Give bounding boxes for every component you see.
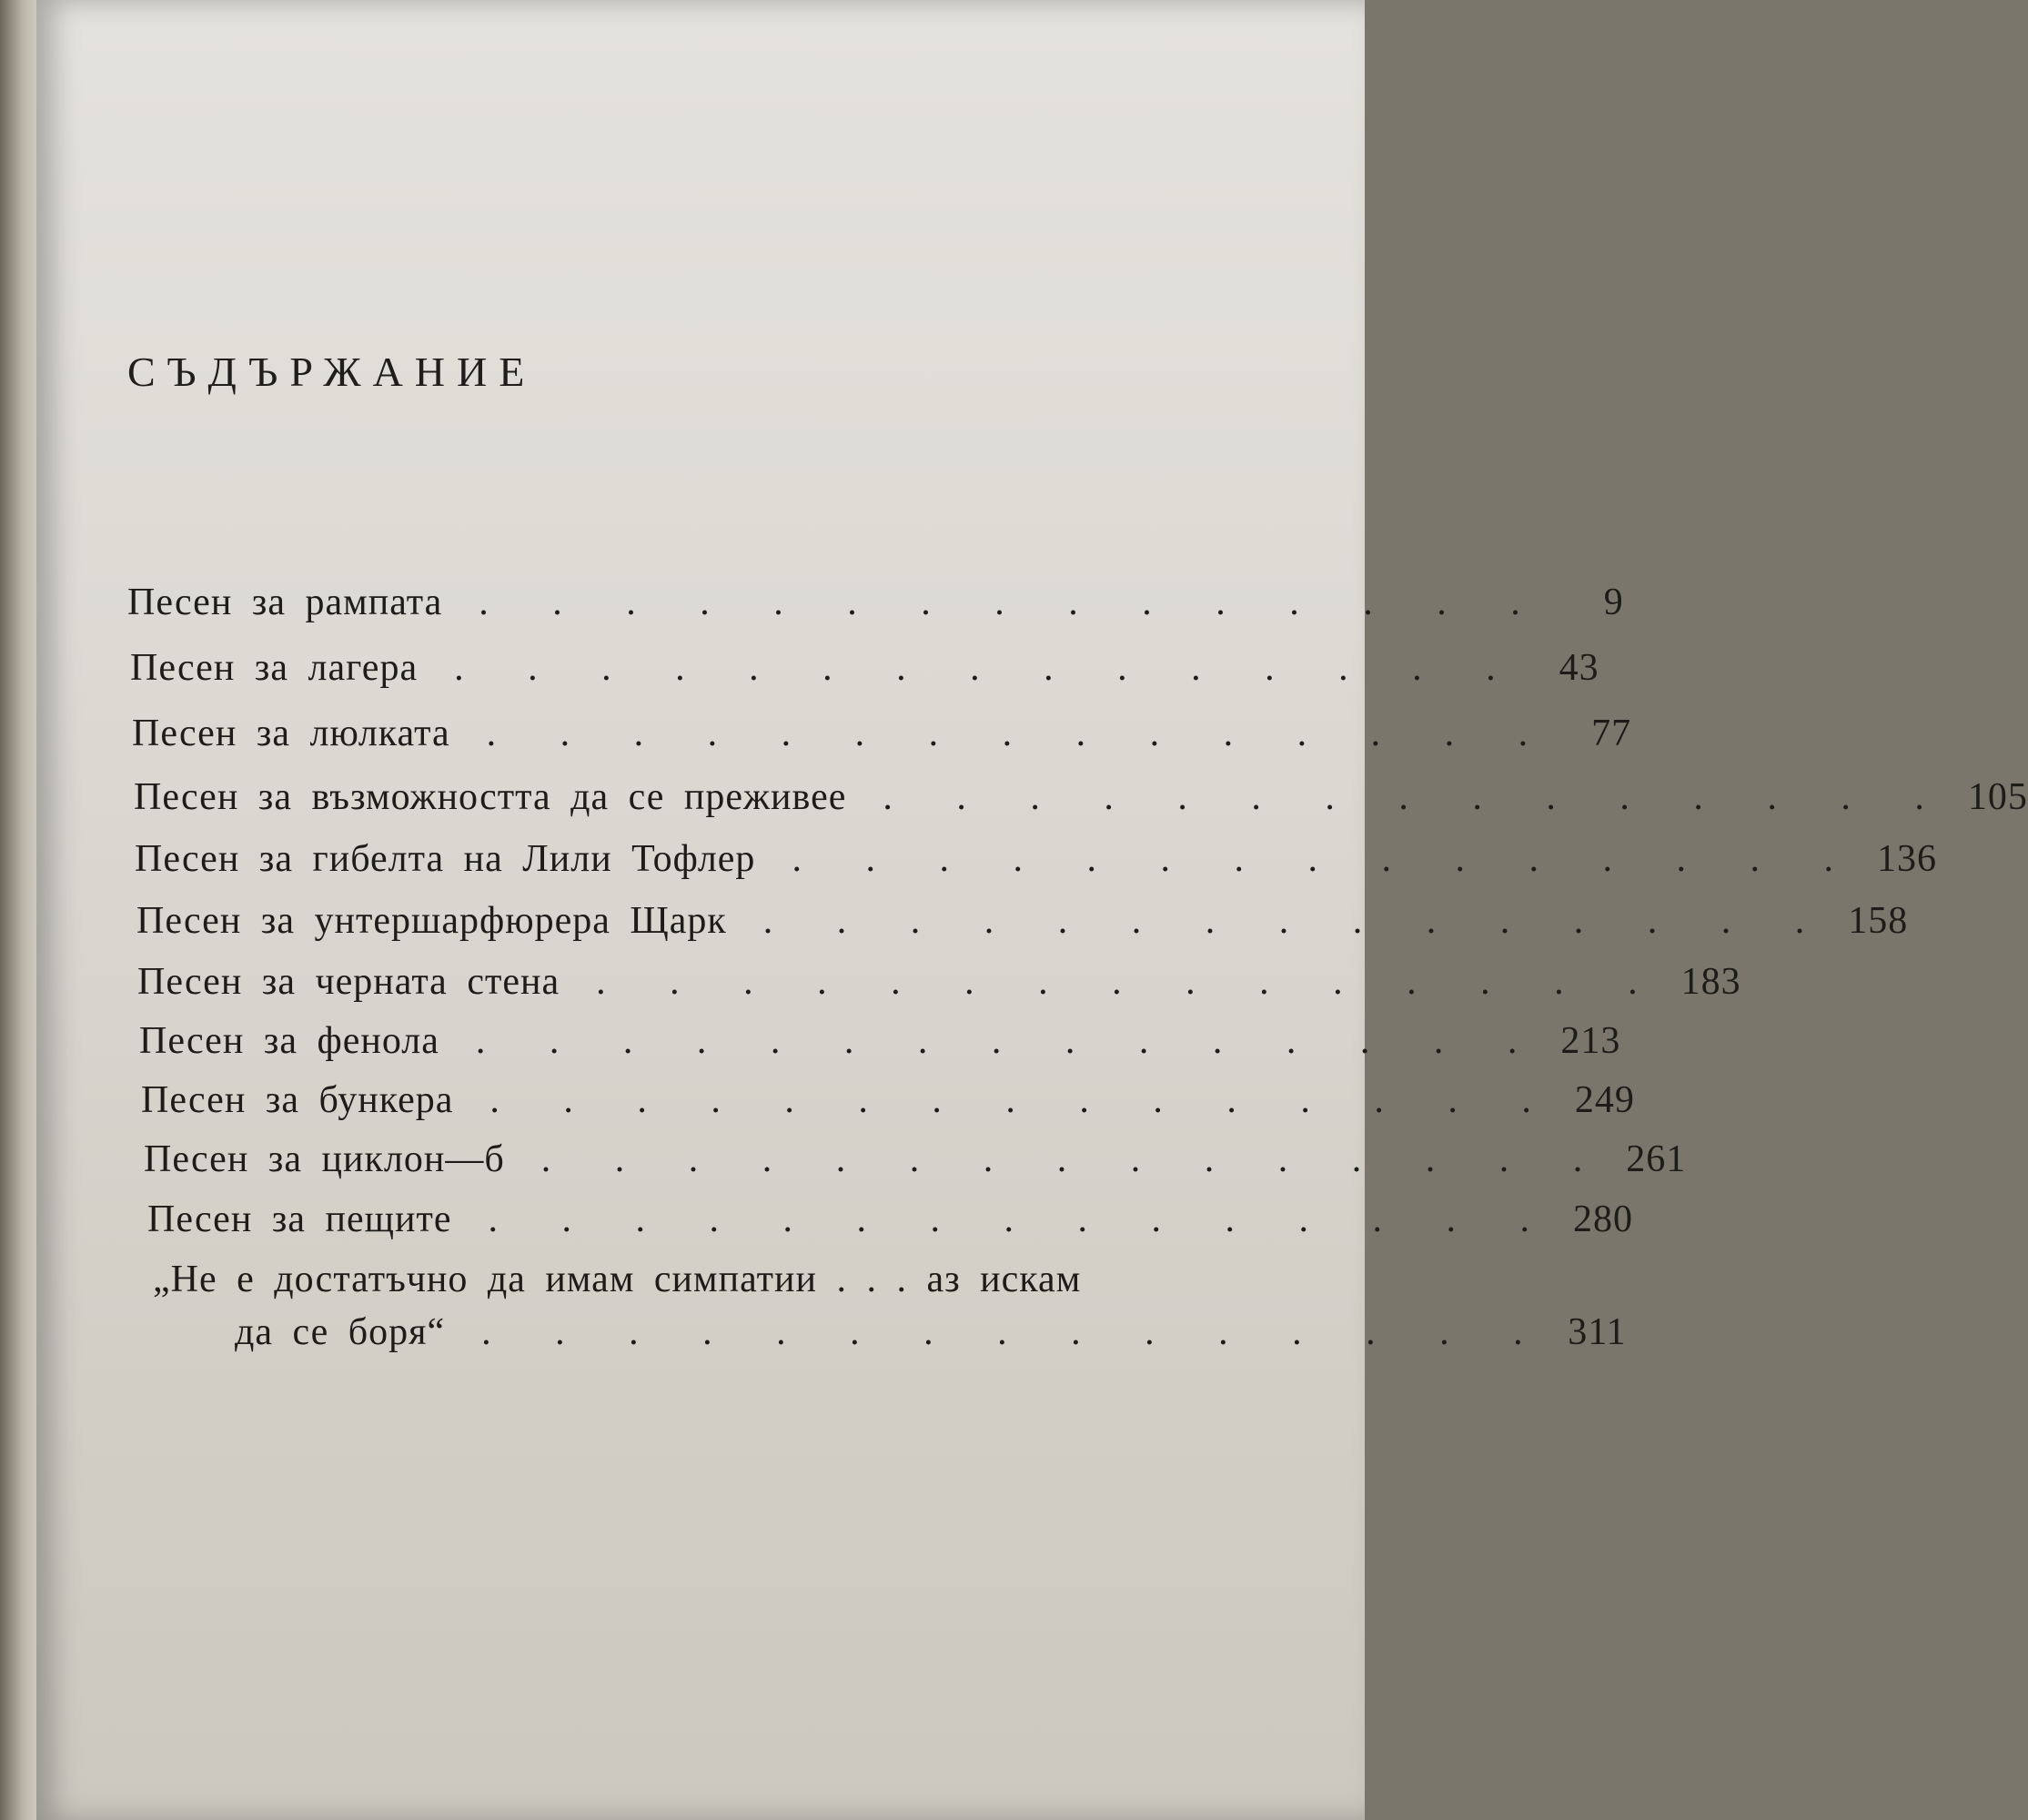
toc-entry — [144, 1138, 1687, 1181]
leader-dots: . . . . . . . . . . . . . . . — [792, 838, 1861, 880]
toc-entry-page: 213 — [1560, 1020, 1621, 1062]
toc-entry-title: Песен за пещите — [147, 1198, 452, 1240]
toc-entry-title: Песен за черната стена — [137, 961, 560, 1003]
toc-entry — [136, 899, 1909, 943]
toc-entry-page: 158 — [1848, 900, 1909, 942]
toc-entry-title: Песен за гибелта на Лили Тофлер — [135, 838, 756, 880]
toc-entry-page: 136 — [1876, 838, 1937, 880]
toc-entry-page: 249 — [1574, 1079, 1635, 1121]
toc-entry-page: 105 — [1967, 776, 2028, 818]
toc-entry — [134, 775, 2028, 819]
leader-dots: . . . . . . . . . . . . . . . — [540, 1138, 1610, 1180]
leader-dots: . . . . . . . . . . . . . . . — [454, 647, 1523, 689]
toc-entry-page: 261 — [1626, 1138, 1687, 1180]
toc-entry-title-line2: да се боря“ — [235, 1311, 446, 1353]
toc-entry-title: Песен за люлката — [132, 713, 450, 754]
leader-dots: . . . . . . . . . . . . . . . — [883, 776, 1952, 818]
leader-dots: . . . . . . . . . . . . . . . — [475, 1020, 1545, 1062]
toc-entry — [139, 1019, 1621, 1063]
toc-entry-page: 183 — [1680, 961, 1741, 1003]
toc-entry-title-line1: „Не е достатъчно да имам симпатии . . . аз искам — [153, 1259, 1082, 1300]
leader-dots: . . . . . . . . . . . . . . . — [762, 900, 1832, 942]
toc-entry-page: 9 — [1603, 581, 1624, 623]
toc-entry-title: Песен за бункера — [141, 1079, 454, 1121]
toc-entry — [141, 1078, 1635, 1122]
toc-entry-page: 311 — [1568, 1311, 1627, 1353]
leader-dots: . . . . . . . . . . . . . . . — [596, 961, 1665, 1003]
leader-dots: . . . . . . . . . . . . . . . — [479, 581, 1548, 623]
leader-dots: . . . . . . . . . . . . . . . — [489, 1079, 1559, 1121]
toc-entry-title: Песен за рампата — [127, 581, 443, 623]
leader-dots: . . . . . . . . . . . . . . . — [486, 713, 1556, 754]
toc-entry — [135, 837, 1937, 881]
toc-heading: СЪДЪРЖАНИЕ — [127, 349, 537, 395]
toc-entry-title: Песен за възможността да се преживее — [134, 776, 847, 818]
toc-entry — [130, 646, 1599, 690]
toc-entry-title: Песен за унтершарфюрера Щарк — [136, 900, 727, 942]
toc-entry-line2 — [153, 1310, 1627, 1354]
leader-dots: . . . . . . . . . . . . . . . — [481, 1311, 1550, 1353]
toc-entry — [153, 1258, 1627, 1354]
toc-entry — [137, 960, 1741, 1004]
leader-dots: . . . . . . . . . . . . . . . — [488, 1198, 1557, 1240]
toc-entry-page: 77 — [1591, 713, 1632, 754]
toc-entry-page: 43 — [1559, 647, 1599, 689]
toc-entry-page: 280 — [1572, 1198, 1633, 1240]
toc-entry — [147, 1198, 1633, 1241]
toc-entry-title: Песен за циклон—б — [144, 1138, 505, 1180]
toc-entry-title: Песен за лагера — [130, 647, 419, 689]
toc-entry — [127, 581, 1624, 624]
toc-entry — [132, 712, 1632, 755]
toc-entry-title: Песен за фенола — [139, 1020, 439, 1062]
